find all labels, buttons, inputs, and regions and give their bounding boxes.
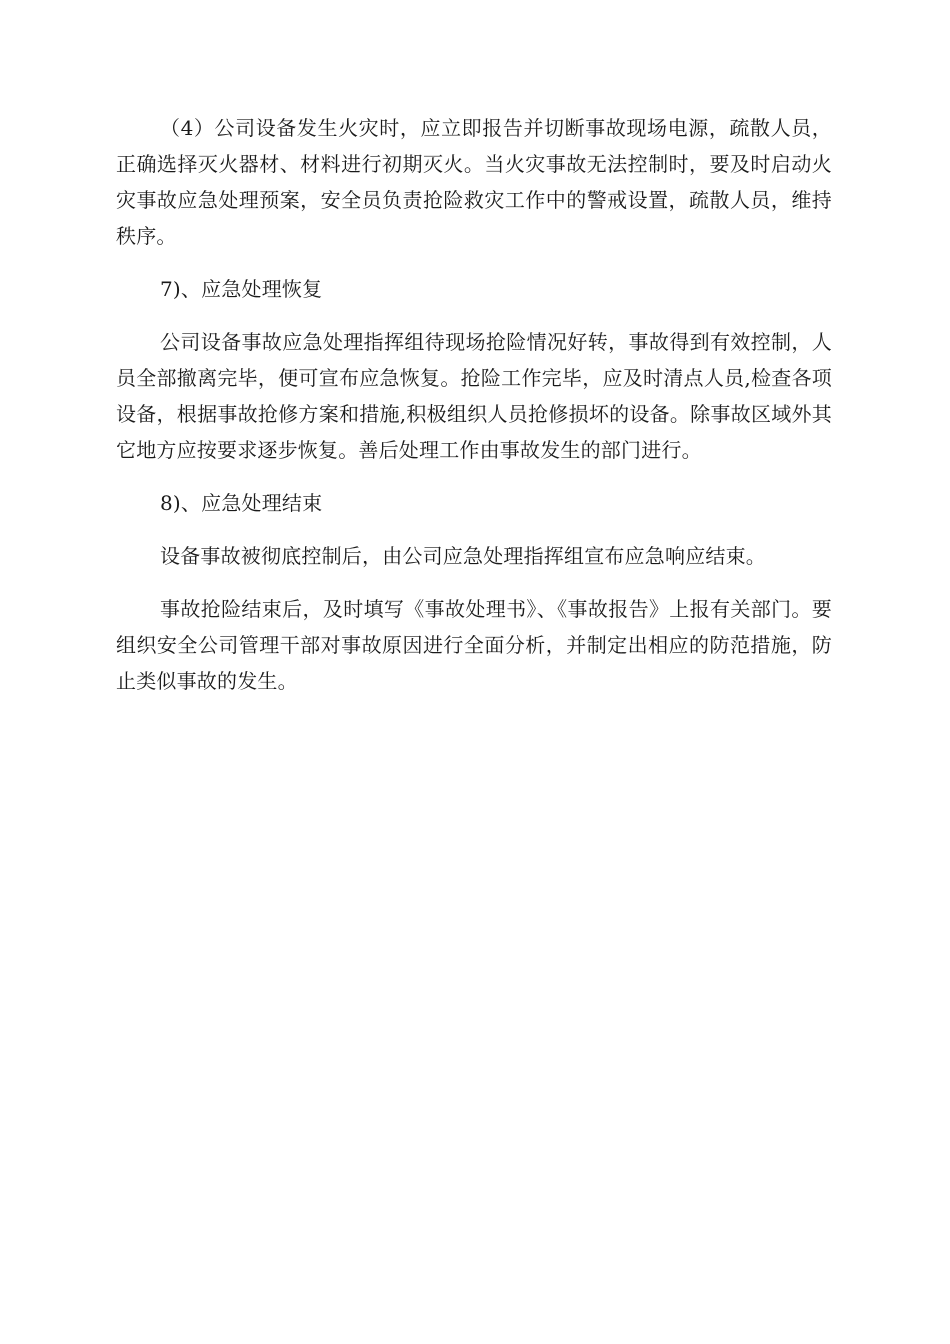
paragraph-end-announcement: 设备事故被彻底控制后，由公司应急处理指挥组宣布应急响应结束。 bbox=[160, 544, 766, 568]
section-heading-end: 8)、应急处理结束 bbox=[160, 491, 323, 515]
section-heading-recovery: 7)、应急处理恢复 bbox=[160, 277, 323, 301]
paragraph-recovery: 公司设备事故应急处理指挥组待现场抢险情况好转，事故得到有效控制，人员全部撤离完毕，便可宣布应急恢复。抢险工作完毕，应及时清点人员,检查各项设备，根据事故抢修方案和措施,积极组织人员抢修损坏的设备。除事故区域外其它地方应按要求逐步恢复。善后处理工作由事故发生的部门进行。 bbox=[116, 330, 832, 462]
paragraph-post-incident: 事故抢险结束后，及时填写《事故处理书》、《事故报告》上报有关部门。要组织安全公司管理干部对事故原因进行全面分析，并制定出相应的防范措施，防止类似事故的发生。 bbox=[116, 597, 832, 693]
paragraph-fire-response: （4）公司设备发生火灾时，应立即报告并切断事故现场电源，疏散人员，正确选择灭火器材、材料进行初期灭火。当火灾事故无法控制时，要及时启动火灾事故应急处理预案，安全员负责抢险救灾工作中的警戒设置，疏散人员，维持秩序。 bbox=[116, 116, 832, 248]
document-body bbox=[116, 110, 832, 716]
